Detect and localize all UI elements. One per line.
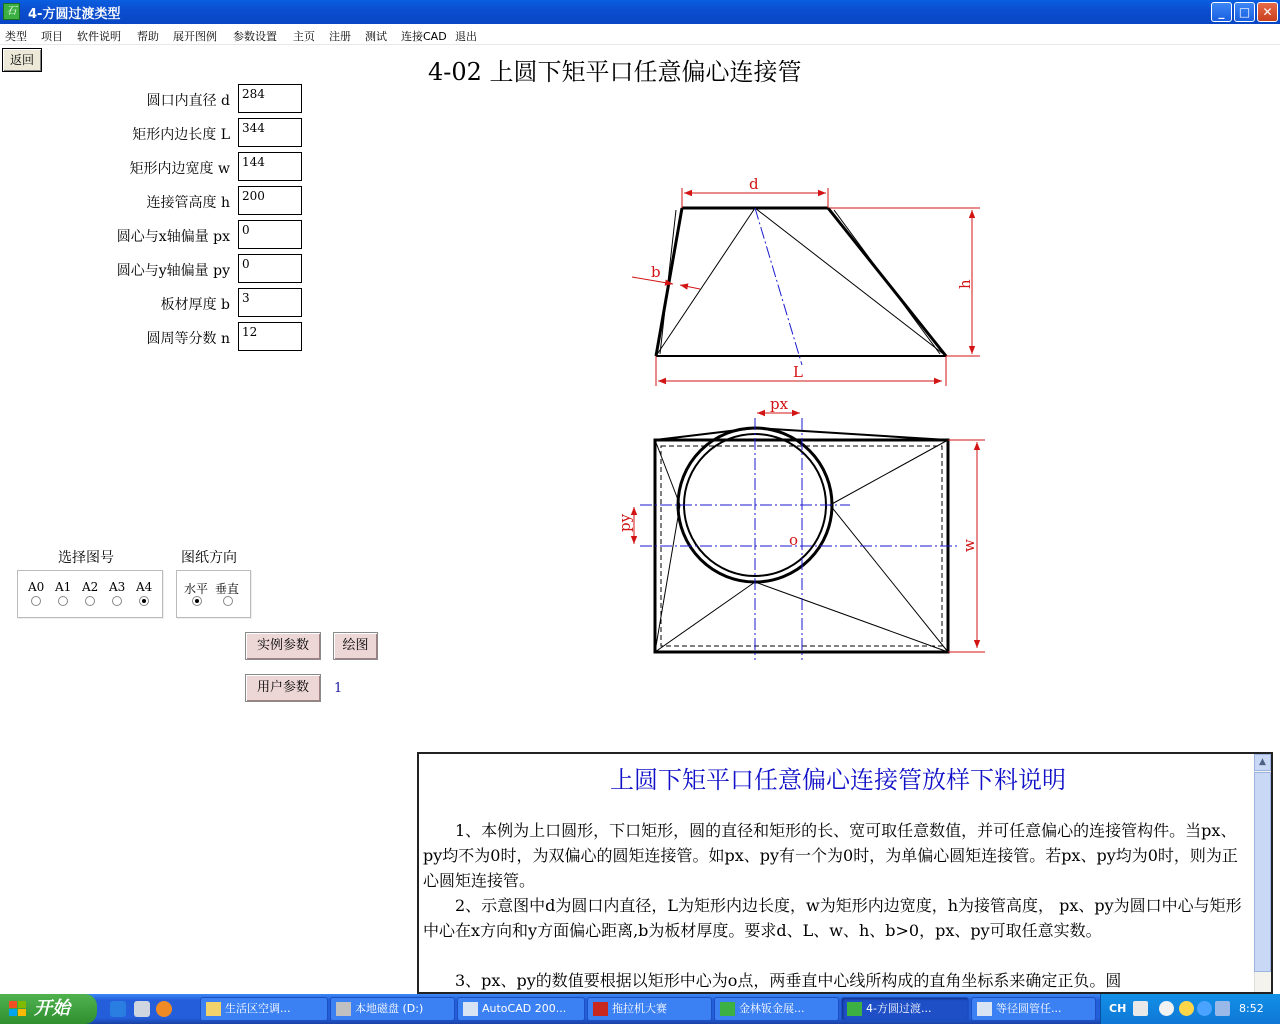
description-scrollbar[interactable] [1254, 754, 1271, 992]
thickness-input[interactable]: 3 [238, 288, 302, 317]
language-indicator[interactable]: CH [1109, 1002, 1127, 1015]
menu-bar [0, 24, 1280, 45]
param-label-py: 圆心与y轴偏量 py [116, 263, 230, 279]
taskbar [0, 994, 1280, 1024]
label-d: d [749, 175, 759, 193]
title-bar [0, 0, 1280, 24]
label-py: py [616, 513, 634, 532]
param-label-px: 圆心与x轴偏量 px [116, 229, 230, 245]
maximize-button[interactable]: □ [1234, 2, 1255, 22]
schematic-drawing [600, 160, 1020, 670]
label-h: h [956, 279, 974, 289]
description-paragraph: 3、px、py的数值要根据以矩形中心为o点，两垂直中心线所构成的直角坐标系来确定正负。圆 [455, 971, 1122, 990]
menu-item-home[interactable]: 主页 [293, 30, 315, 43]
param-label-h: 连接管高度 h [146, 195, 230, 211]
windows-flag-icon [9, 1001, 27, 1017]
chevron-left-icon[interactable] [1159, 1001, 1174, 1016]
minimize-button[interactable]: _ [1211, 2, 1232, 22]
scroll-thumb[interactable] [1254, 772, 1271, 972]
paper-a4-radio[interactable] [139, 596, 149, 606]
label-w: w [960, 539, 978, 552]
py-input[interactable]: 0 [238, 254, 302, 283]
label-b: b [651, 263, 661, 281]
paper-a2-label: A2 [82, 580, 99, 594]
menu-item-exit[interactable]: 退出 [455, 30, 477, 43]
param-label-L: 矩形内边长度 L [132, 127, 230, 143]
taskbar-item[interactable]: 拖拉机大赛 [587, 997, 712, 1021]
paper-a3-label: A3 [109, 580, 126, 594]
app-icon [847, 1002, 862, 1016]
folder-icon [206, 1002, 221, 1016]
paper-a4-label: A4 [136, 580, 153, 594]
taskbar-item-active[interactable]: 4-方圆过渡... [841, 997, 969, 1021]
orientation-horizontal-label: 水平 [184, 582, 209, 596]
label-L: L [793, 363, 803, 381]
ie-icon[interactable] [110, 1001, 126, 1017]
width-input[interactable]: 144 [238, 152, 302, 181]
system-tray [1100, 994, 1280, 1024]
elevation-view [632, 188, 980, 386]
description-paragraph: 2、示意图中d为圆口内直径，L为矩形内边长度，w为矩形内边宽度，h为接管高度， px、py为圆口中心与矩形中心在x方向和y方面偏心距离,b为板材厚度。要求d、L、w、h、b>0，px、py可取任意实数。 [423, 896, 1242, 940]
example-params-button[interactable]: 实例参数 [245, 632, 321, 660]
description-paragraph: 1、本例为上口圆形，下口矩形，圆的直径和矩形的长、宽可取任意数值，并可任意偏心的连接管构件。当px、py均不为0时，为双偏心的圆矩连接管。如px、py有一个为0时，为单偏心圆矩连接管。若px、py均为0时，则为正心圆矩连接管。 [423, 821, 1238, 890]
taskbar-item[interactable]: 等径圆管任... [971, 997, 1096, 1021]
label-px: px [770, 395, 789, 413]
param-label-w: 矩形内边宽度 w [129, 161, 230, 177]
description-title: 上圆下矩平口任意偏心连接管放样下料说明 [610, 766, 1066, 794]
orientation-group [176, 570, 251, 618]
menu-item-help[interactable]: 帮助 [137, 30, 159, 43]
length-input[interactable]: 344 [238, 118, 302, 147]
menu-item-software-info[interactable]: 软件说明 [77, 30, 121, 43]
menu-item-type[interactable]: 类型 [5, 30, 27, 43]
taskbar-item[interactable]: 金林钣金展... [714, 997, 839, 1021]
volume-icon[interactable] [1215, 1001, 1230, 1016]
media-icon[interactable] [156, 1001, 172, 1017]
keyboard-icon[interactable] [1133, 1001, 1148, 1016]
menu-item-register[interactable]: 注册 [329, 30, 351, 43]
user-param-value: 1 [334, 681, 343, 696]
messenger-icon[interactable] [1179, 1001, 1194, 1016]
paper-a0-radio[interactable] [31, 596, 41, 606]
user-params-button[interactable]: 用户参数 [245, 674, 321, 702]
drive-icon [336, 1002, 351, 1016]
draw-button[interactable]: 绘图 [333, 632, 378, 660]
scroll-up-icon[interactable]: ▲ [1254, 754, 1271, 771]
height-input[interactable]: 200 [238, 186, 302, 215]
diameter-input[interactable]: 284 [238, 84, 302, 113]
app-icon: ⽯ [3, 3, 20, 20]
divisions-input[interactable]: 12 [238, 322, 302, 351]
menu-item-settings[interactable]: 参数设置 [233, 30, 277, 43]
paper-size-group [17, 570, 163, 618]
close-button[interactable]: ✕ [1257, 2, 1278, 22]
back-button[interactable]: 返回 [2, 48, 42, 72]
start-label: 开始 [34, 998, 70, 1019]
orientation-vertical-label: 垂直 [215, 582, 240, 596]
taskbar-item[interactable]: AutoCAD 200... [457, 997, 585, 1021]
desktop-icon[interactable] [134, 1001, 150, 1017]
orientation-vertical-radio[interactable] [223, 596, 233, 606]
paper-a0-label: A0 [28, 580, 45, 594]
network-icon[interactable] [1197, 1001, 1212, 1016]
description-panel[interactable] [417, 752, 1273, 994]
paper-size-label: 选择图号 [58, 550, 114, 566]
px-input[interactable]: 0 [238, 220, 302, 249]
orientation-label: 图纸方向 [181, 550, 237, 566]
menu-item-unfold-examples[interactable]: 展开图例 [173, 30, 217, 43]
label-o: o [789, 531, 799, 549]
window-title: 4-方圆过渡类型 [28, 7, 121, 22]
start-button[interactable] [0, 994, 97, 1024]
app-icon [977, 1002, 992, 1016]
paper-a3-radio[interactable] [112, 596, 122, 606]
page-title: 4-02 上圆下矩平口任意偏心连接管 [428, 58, 802, 86]
param-label-n: 圆周等分数 n [146, 331, 230, 347]
plan-view [634, 413, 985, 660]
param-label-d: 圆口内直径 d [146, 93, 230, 109]
paper-a2-radio[interactable] [85, 596, 95, 606]
taskbar-item[interactable]: 生活区空调... [200, 997, 328, 1021]
menu-item-test[interactable]: 测试 [365, 30, 387, 43]
paper-a1-radio[interactable] [58, 596, 68, 606]
game-icon [593, 1002, 608, 1016]
param-label-b: 板材厚度 b [160, 297, 230, 313]
menu-item-connect-cad[interactable]: 连接CAD [401, 30, 447, 43]
menu-item-project[interactable]: 项目 [41, 30, 63, 43]
orientation-horizontal-radio[interactable] [192, 596, 202, 606]
clock: 8:52 [1239, 1002, 1264, 1015]
taskbar-item[interactable]: 本地磁盘 (D:) [330, 997, 455, 1021]
paper-a1-label: A1 [55, 580, 72, 594]
app-icon [720, 1002, 735, 1016]
autocad-icon [463, 1002, 478, 1016]
